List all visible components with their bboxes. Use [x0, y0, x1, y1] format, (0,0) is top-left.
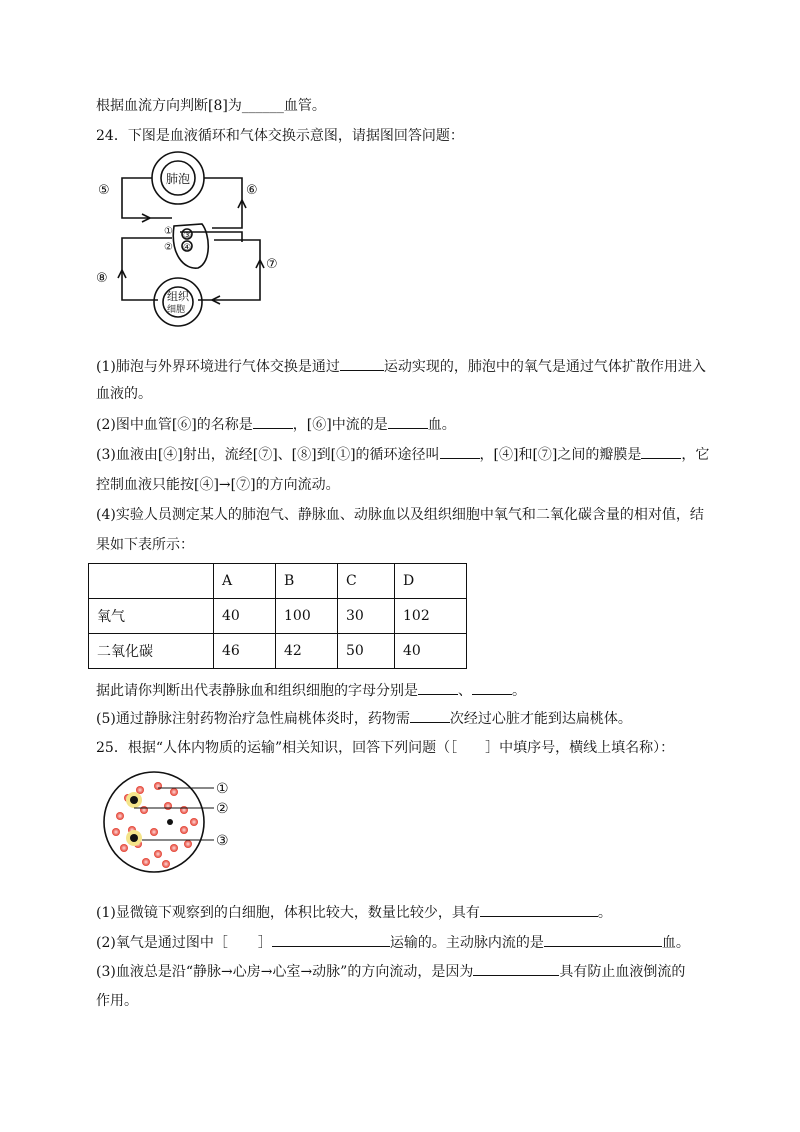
label-3: ③: [183, 231, 192, 241]
q24-part4-text-c: 。: [512, 683, 526, 699]
answer-blank[interactable]: [410, 708, 450, 723]
answer-blank[interactable]: [473, 961, 559, 976]
table-cell: 50: [338, 634, 395, 669]
q24-part1-cont: 血液的。: [96, 386, 152, 402]
label-2: ②: [164, 242, 173, 253]
answer-blank[interactable]: [480, 902, 598, 917]
q24-part2: [96, 414, 456, 435]
label-1: ①: [164, 226, 173, 237]
table-header-cell: [89, 564, 214, 599]
table-cell: 二氧化碳: [89, 634, 214, 669]
q24-part2-text-c: 血。: [427, 417, 456, 433]
prev-answer-line: 根据血流方向判断[8]为______血管。: [96, 98, 326, 114]
q24-part3: [96, 444, 709, 465]
label-5: ⑤: [98, 183, 110, 198]
answer-blank[interactable]: [272, 932, 390, 947]
circulation-diagram: [92, 150, 302, 330]
q25-part2-text-a: (2)氧气是通过图中［: [96, 935, 228, 951]
table-cell: 42: [276, 634, 338, 669]
smear-label-3: ③: [216, 833, 229, 849]
q24-part4-cont: 果如下表所示：: [96, 537, 194, 553]
alveolus-label: 肺泡: [166, 172, 191, 186]
q24-part3-text-c: ，它: [681, 447, 710, 463]
q25-part3-text-b: 具有防止血液倒流的: [559, 964, 686, 980]
q25-part3-cont: 作用。: [96, 993, 138, 1009]
label-7: ⑦: [266, 257, 278, 272]
answer-blank[interactable]: [440, 444, 480, 459]
q24-part3-cont: 控制血液只能按[④]→[⑦]的方向流动。: [96, 477, 340, 493]
q24-part5-text-b: 次经过心脏才能到达扁桃体。: [449, 711, 632, 727]
table-header-cell: A: [214, 564, 276, 599]
q24-part4-text-a: 据此请你判断出代表静脉血和组织细胞的字母分别是: [96, 683, 418, 699]
table-cell: 30: [338, 599, 395, 634]
cells-label: 细胞: [167, 305, 186, 315]
q24-part4-answer: [96, 680, 526, 701]
table-header-cell: C: [338, 564, 395, 599]
q24-part5-text-a: (5)通过静脉注射药物治疗急性扁桃体炎时，药物需: [96, 711, 410, 727]
tissue-label: 组织: [167, 290, 189, 303]
table-header-row: [89, 564, 467, 599]
table-cell: 46: [214, 634, 276, 669]
q24-part4-text-b: 、: [458, 683, 472, 699]
q25-part3-text-a: (3)血液总是沿“静脉→心房→心室→动脉”的方向流动，是因为: [96, 964, 474, 980]
q24-part5: [96, 708, 632, 729]
answer-blank[interactable]: [641, 444, 681, 459]
q24-part2-text-b: ，[⑥]中流的是: [292, 417, 388, 433]
blood-smear-diagram: [98, 770, 248, 876]
answer-blank[interactable]: [418, 680, 458, 695]
answer-blank[interactable]: [388, 414, 428, 429]
table-cell: 40: [214, 599, 276, 634]
table-cell: 40: [395, 634, 467, 669]
q24-part3-text-b: ，[④]和[⑦]之间的瓣膜是: [479, 447, 642, 463]
q25-part1-text-a: (1)显微镜下观察到的白细胞，体积比较大，数量比较少，具有: [96, 905, 480, 921]
q24-part1-text-a: (1)肺泡与外界环境进行气体交换是通过: [96, 359, 340, 375]
smear-label-1: ①: [216, 781, 229, 797]
q25-part1-text-b: 。: [597, 905, 612, 921]
q25-part2: [96, 932, 690, 953]
table-cell: 100: [276, 599, 338, 634]
q25-part2-text-b: ］: [257, 935, 272, 951]
table-header-cell: B: [276, 564, 338, 599]
q24-part1: [96, 356, 706, 377]
answer-blank[interactable]: [472, 680, 512, 695]
q25-part3: [96, 961, 685, 982]
table-row: [89, 634, 467, 669]
label-8: ⑧: [96, 271, 108, 286]
table-cell: 氧气: [89, 599, 214, 634]
label-4: ④: [183, 243, 192, 253]
q25-part2-text-c: 运输的。主动脉内流的是: [389, 935, 544, 951]
q24-part1-text-b: 运动实现的，肺泡中的氧气是通过气体扩散作用进入: [383, 359, 706, 375]
q25-part2-text-d: 血。: [661, 935, 690, 951]
answer-blank[interactable]: [544, 932, 662, 947]
q24-part3-text-a: (3)血液由[④]射出，流经[⑦]、[⑧]到[①]的循环途径叫: [96, 447, 440, 463]
q25-part1: [96, 902, 612, 923]
question-24-title: 24．下图是血液循环和气体交换示意图，请据图回答问题：: [96, 128, 464, 144]
gas-content-table: [88, 563, 467, 669]
label-6: ⑥: [246, 183, 258, 198]
platelet: [167, 819, 173, 825]
answer-blank[interactable]: [253, 414, 293, 429]
smear-label-2: ②: [216, 801, 229, 817]
table-row: [89, 599, 467, 634]
answer-blank[interactable]: [340, 356, 384, 371]
table-cell: 102: [395, 599, 467, 634]
q24-part4: (4)实验人员测定某人的肺泡气、静脉血、动脉血以及组织细胞中氧气和二氧化碳含量的相对值，结: [96, 507, 704, 523]
question-25-title: 25．根据“人体内物质的运输”相关知识，回答下列问题（［ ］中填序号，横线上填名称）：: [96, 740, 675, 756]
table-header-cell: D: [395, 564, 467, 599]
q24-part2-text-a: (2)图中血管[⑥]的名称是: [96, 417, 253, 433]
